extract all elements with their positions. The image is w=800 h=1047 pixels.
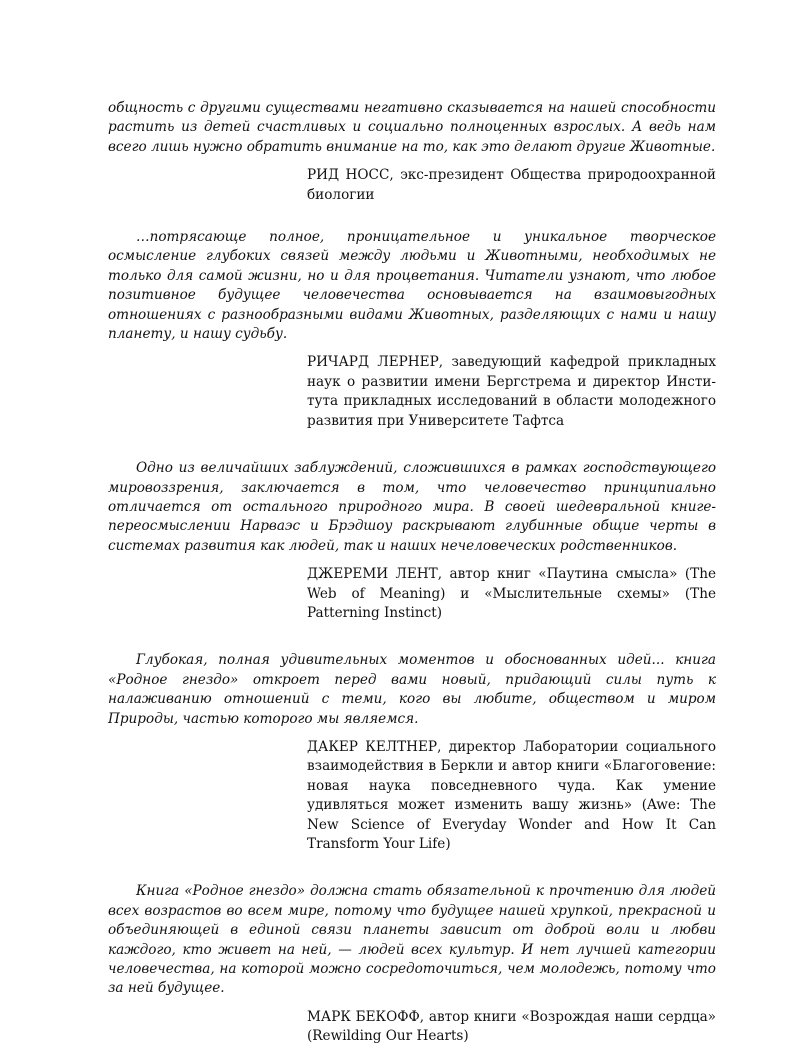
blurb-quote: Глубокая, полная удивительных моментов и обоснованных идей... книга «Родное гнездо» откроет перед вами новый, придающий силы путь к налаживанию отношений с теми, кого вы любите, обществом и миром Природы, частью которого мы являемся. bbox=[108, 652, 716, 727]
blurb-lerner bbox=[108, 228, 716, 431]
blurb-lent bbox=[108, 459, 716, 623]
blurb-quote: Книга «Родное гнездо» должна стать обязательной к прочтению для людей всех возрастов во всем мире, потому что будущее нашей хрупкой, прекрасной и объединяющей в единой связи планеты зависит от доброй воли и любви каждого, кто живет на ней, — людей всех культур. И нет лучшей категории человечества, на которой можно сосредоточиться, чем молодежь, потому что за ней будущее. bbox=[108, 883, 716, 997]
blurb-keltner bbox=[108, 651, 716, 854]
blurb-bekoff bbox=[108, 882, 716, 1046]
blurb-attribution: ДАКЕР КЕЛТНЕР, директор Лаборатории социального взаимодействия в Беркли и автор книги «Благоговение: новая наука повседневного чуда. Как умение удивляться может изменить вашу жизнь» (Awe: The New Science of Everyday Wonder and How It Can Transform Your Life) bbox=[307, 738, 716, 852]
blurb-quote: общность с другими существами негативно сказывается на нашей способности растить из детей счастливых и социально полноценных взрослых. А ведь нам всего лишь нужно обратить внимание на то, как это делают другие Животные. bbox=[108, 100, 716, 155]
blurb-noss bbox=[108, 99, 716, 205]
blurb-quote: Одно из величайших заблуждений, сложившихся в рамках господствующего мировоззрения, заключается в том, что человечество принципиально отличается от остального природного мира. В своей шедевральной книге-переосмыслении Нарваэс и Брэдшоу раскрывают глубинные общие черты в системах развития как людей, так и наших нечеловеческих родственников. bbox=[108, 460, 716, 554]
blurb-attribution: РИЧАРД ЛЕРНЕР, заведующий кафедрой прикладных наук о развитии имени Бергстрема и директор Института прикладных исследований в области молодежного развития при Университете Тафтса bbox=[307, 354, 716, 429]
blurb-attribution: РИД НОСС, экс-президент Общества природоохранной биологии bbox=[307, 167, 716, 203]
blurb-quote: …потрясающе полное, проницательное и уникальное творческое осмысление глубоких связей между людьми и Животными, необходимых не только для самой жизни, но и для процветания. Читатели узнают, что любое позитивное будущее человечества основывается на взаимовыгодных отношениях с разнообразными видами Животных, разделяющих с нами и нашу планету, и нашу судьбу. bbox=[108, 229, 716, 343]
blurb-attribution: ДЖЕРЕМИ ЛЕНТ, автор книг «Паутина смысла» (The Web of Meaning) и «Мыслительные схемы» (The Patterning Instinct) bbox=[307, 566, 716, 621]
blurb-attribution: МАРК БЕКОФФ, автор книги «Возрождая наши сердца» (Rewilding Our Hearts) bbox=[307, 1008, 716, 1045]
